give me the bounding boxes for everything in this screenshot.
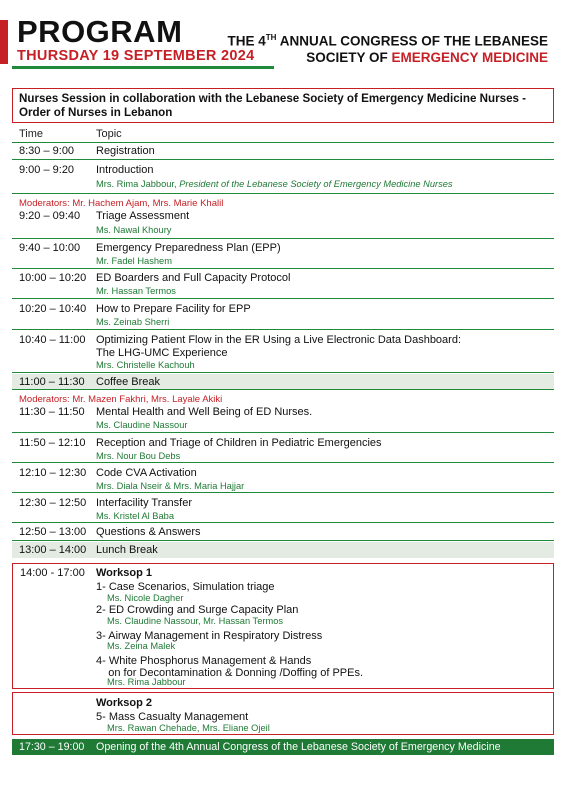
workshop-2 <box>12 692 554 735</box>
workshop-speaker: Mrs. Rawan Chehade, Mrs. Eliane Ojeil <box>107 723 270 733</box>
row-topic: Emergency Preparedness Plan (EPP) <box>96 242 281 254</box>
row-topic: ED Boarders and Full Capacity Protocol <box>96 272 291 284</box>
workshop-item: 3- Airway Management in Respiratory Distress <box>96 630 323 642</box>
workshop-title: Worksop 1 <box>96 567 153 579</box>
table-header <box>12 127 554 143</box>
row-time: 13:00 – 14:00 <box>19 544 87 556</box>
table-row <box>12 493 554 523</box>
row-time: 12:50 – 13:00 <box>19 526 87 538</box>
table-row <box>12 374 554 390</box>
row-speaker: Mrs. Nour Bou Debs <box>96 451 181 461</box>
table-row <box>12 143 554 160</box>
row-time: 10:40 – 11:00 <box>19 334 86 346</box>
session-title: Nurses Session in collaboration with the Lebanese Society of Emergency Medicine Nurses - Order of Nurses in Lebanon <box>12 88 554 123</box>
column-topic: Topic <box>96 128 122 140</box>
event-date: THURSDAY 19 SEPTEMBER 2024 <box>17 48 255 64</box>
workshop-1 <box>12 563 554 689</box>
row-speaker: Ms. Kristel Al Baba <box>96 511 175 521</box>
opening-text: Opening of the 4th Annual Congress of the Lebanese Society of Emergency Medicine <box>96 741 501 753</box>
row-time: 11:50 – 12:10 <box>19 437 86 449</box>
row-speaker: Ms. Zeinab Sherri <box>96 317 170 327</box>
accent-bar <box>0 20 8 64</box>
row-topic: Introduction <box>96 164 154 176</box>
workshop-item: 4- White Phosphorus Management & Hands on for Decontamination & Donning /Doffing of PPEs. <box>96 655 364 679</box>
row-topic: Code CVA Activation <box>96 467 197 479</box>
opening-time: 17:30 – 19:00 <box>19 741 85 753</box>
table-row <box>12 433 554 463</box>
row-speaker: Ms. Nawal Khoury <box>96 225 172 235</box>
workshop-speaker: Ms. Nicole Dagher <box>107 593 184 603</box>
table-row <box>12 391 554 433</box>
row-topic: How to Prepare Facility for EPP <box>96 303 251 315</box>
page-header <box>0 0 566 72</box>
row-time: 11:30 – 11:50 <box>19 406 85 418</box>
row-topic: Coffee Break <box>96 376 161 388</box>
row-topic: Mental Health and Well Being of ED Nurses. <box>96 406 313 418</box>
row-time: 10:20 – 10:40 <box>19 303 87 315</box>
row-speaker: Ms. Claudine Nassour <box>96 420 188 430</box>
workshop-time: 14:00 - 17:00 <box>20 567 85 579</box>
congress-title: THE 4TH ANNUAL CONGRESS OF THE LEBANESE SOCIETY OF EMERGENCY MEDICINE <box>227 33 548 65</box>
table-row <box>12 330 554 373</box>
workshop-item: 2- ED Crowding and Surge Capacity Plan <box>96 604 299 616</box>
opening-banner <box>12 739 554 755</box>
row-time: 9:00 – 9:20 <box>19 164 75 176</box>
row-time: 10:00 – 10:20 <box>19 272 87 284</box>
workshop-speaker: Ms. Zeina Malek <box>107 641 176 651</box>
table-row <box>12 523 554 541</box>
row-time: 9:40 – 10:00 <box>19 242 81 254</box>
table-row <box>12 269 554 299</box>
table-row <box>12 239 554 269</box>
row-topic: Interfacility Transfer <box>96 497 192 509</box>
row-topic: Reception and Triage of Children in Pediatric Emergencies <box>96 437 382 449</box>
row-time: 9:20 – 09:40 <box>19 210 81 222</box>
workshop-item: 1- Case Scenarios, Simulation triage <box>96 581 275 593</box>
row-topic: Triage Assessment <box>96 210 190 222</box>
workshop-item: 5- Mass Casualty Management <box>96 711 249 723</box>
table-row <box>12 160 554 194</box>
divider <box>12 66 274 69</box>
moderators: Moderators: Mr. Mazen Fakhri, Mrs. Layale Akiki <box>19 394 223 405</box>
row-time: 12:30 – 12:50 <box>19 497 87 509</box>
row-speaker: Mr. Hassan Termos <box>96 286 176 296</box>
workshop-speaker: Ms. Claudine Nassour, Mr. Hassan Termos <box>107 616 284 626</box>
table-row <box>12 194 554 239</box>
moderators: Moderators: Mr. Hachem Ajam, Mrs. Marie Khalil <box>19 198 224 209</box>
row-topic: Lunch Break <box>96 544 158 556</box>
row-speaker: Mrs. Diala Nseir & Mrs. Maria Hajjar <box>96 481 245 491</box>
row-topic: Optimizing Patient Flow in the ER Using a Live Electronic Data Dashboard: The LHG-UMC Experience <box>96 334 462 359</box>
column-time: Time <box>19 128 44 140</box>
row-time: 8:30 – 9:00 <box>19 145 75 157</box>
table-row <box>12 299 554 330</box>
row-time: 12:10 – 12:30 <box>19 467 87 479</box>
page-title: PROGRAM <box>17 14 183 49</box>
table-row <box>12 542 554 558</box>
row-speaker: Mrs. Rima Jabbour, President of the Lebanese Society of Emergency Medicine Nurses <box>96 179 453 189</box>
row-topic: Registration <box>96 145 155 157</box>
workshop-speaker: Mrs. Rima Jabbour <box>107 677 186 687</box>
table-row <box>12 463 554 493</box>
row-time: 11:00 – 11:30 <box>19 376 85 388</box>
row-speaker: Mrs. Christelle Kachouh <box>96 360 195 370</box>
workshop-title: Worksop 2 <box>96 697 153 709</box>
row-speaker: Mr. Fadel Hashem <box>96 256 172 266</box>
row-topic: Questions & Answers <box>96 526 201 538</box>
